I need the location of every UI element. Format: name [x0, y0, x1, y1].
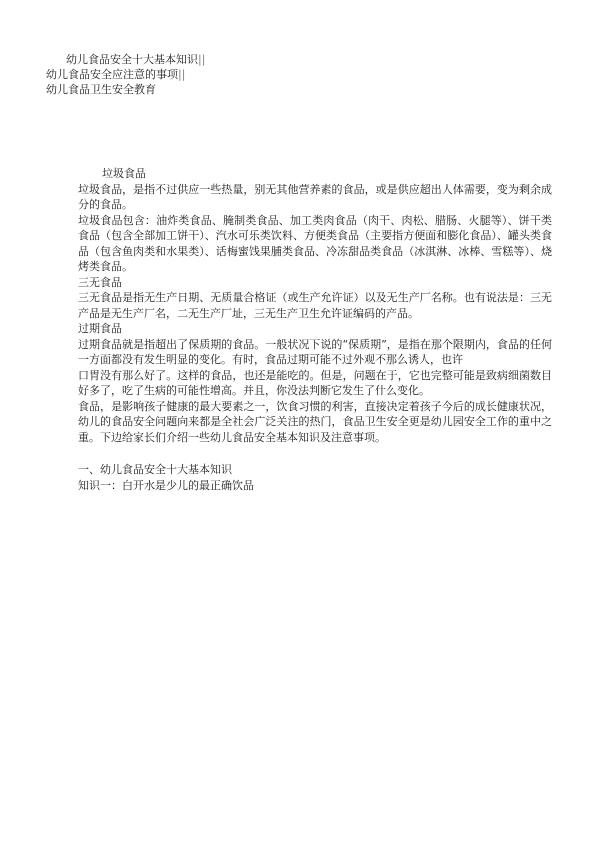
- related-link-row: [46, 67, 526, 82]
- junk-food-definition: 垃圾食品，是指不过供应一些热量，别无其他营养素的食品，或是供应超出人体需要，变为剩余成分的食品。: [78, 182, 552, 211]
- knowledge-item: 知识一：白开水是少儿的最正确饮品: [78, 478, 254, 492]
- expired-food-detail: 口胃没有那么好了。这样的食品，也还是能吃的。但是，问题在于，它也完整可能是致病细菌数目好多了，吃了生病的可能性增高。并且，你没法判断它发生了什么变化。: [78, 368, 552, 397]
- sanwu-food-definition: 三无食品是指无生产日期、无质量合格证（或生产允许证）以及无生产厂名称。也有说法是：三无产品是无生产厂名，二无生产厂址，三无生产卫生允许证编码的产品。: [78, 291, 552, 320]
- related-link[interactable]: 幼儿食品安全应注意的事项: [46, 68, 178, 81]
- link-separator: ||: [198, 53, 206, 66]
- related-links: [46, 52, 526, 97]
- expired-food-definition: 过期食品就是指超出了保质期的食品。一般状况下说的“保质期”，是指在那个限期内，食品的任何一方面都没有发生明显的变化。有时，食品过期可能不过外观不那么诱人，也许: [78, 337, 552, 366]
- intro-paragraph: 食品，是影响孩子健康的最大要素之一，饮食习惯的利害，直接决定着孩子今后的成长健康状况，幼儿的食品安全问题向来都是全社会广泛关注的热门，食品卫生安全更是幼儿园安全工作的重中之重。下边给家长们介绍一些幼儿食品安全基本知识及注意事项。: [78, 399, 552, 444]
- knowledge-section: [78, 462, 552, 493]
- section-title: 一、幼儿食品安全十大基本知识: [78, 463, 232, 476]
- expired-food-heading: 过期食品: [78, 322, 122, 335]
- related-link[interactable]: 幼儿食品安全十大基本知识: [66, 53, 198, 66]
- junk-food-list: 垃圾食品包含：油炸类食品、腌制类食品、加工类肉食品（肉干、肉松、腊肠、火腿等）、饼干类食品（包含全部加工饼干）、汽水可乐类饮料、方便类食品（主要指方便面和膨化食品）、罐头类食品（包含鱼肉类和水果类）、话梅蜜饯果脯类食品、冷冻甜品类食品（冰淇淋、冰棒、雪糕等）、烧烤类食品。: [78, 213, 552, 273]
- related-link[interactable]: 幼儿食品卫生安全教育: [46, 83, 156, 96]
- link-separator: ||: [178, 68, 186, 81]
- related-link-row: [46, 52, 526, 67]
- sanwu-food-heading: 三无食品: [78, 275, 122, 289]
- related-link-row: [46, 82, 526, 97]
- junk-food-heading: 垃圾食品: [102, 167, 146, 180]
- article-body: [78, 166, 552, 445]
